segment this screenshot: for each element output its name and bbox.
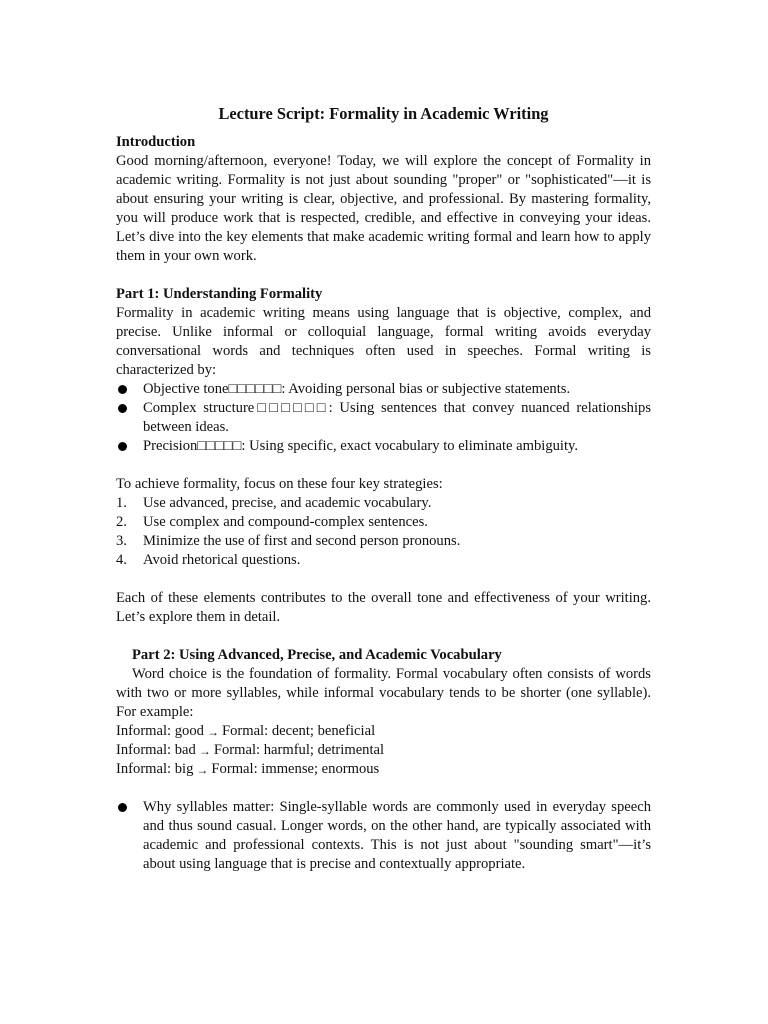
list-item: Precision□□□□□: Using specific, exact vocabulary to eliminate ambiguity.: [116, 437, 651, 456]
part1-closing: Each of these elements contributes to the overall tone and effectiveness of your writing. Let’s explore them in detail.: [116, 590, 651, 625]
part1-paragraph: Formality in academic writing means using language that is objective, complex, and precise. Unlike informal or colloquial language, formal writing avoids everyday conversational words and techniques often used in speeches. Formal writing is characterized by:: [116, 305, 651, 378]
spacer: [116, 266, 651, 285]
list-text: Use complex and compound-complex sentences.: [143, 514, 428, 530]
syllables-note-list: [116, 798, 651, 874]
vocab-example: [116, 722, 651, 741]
list-item: [116, 494, 651, 513]
part1-heading: Part 1: Understanding Formality: [116, 286, 323, 302]
formal-words: Formal: harmful; detrimental: [213, 742, 385, 758]
right-arrow-icon: →: [198, 744, 211, 758]
strategies-list: [116, 494, 651, 570]
informal-word: Informal: bad: [116, 742, 196, 758]
spacer: [116, 627, 651, 646]
spacer: [116, 779, 651, 798]
list-text: Minimize the use of first and second person pronouns.: [143, 533, 461, 549]
part2-paragraph: Word choice is the foundation of formality. Formal vocabulary often consists of words with two or more syllables, while informal vocabulary tends to be shorter (one syllable). For example:: [116, 666, 651, 720]
list-item: [116, 513, 651, 532]
part2-heading: Part 2: Using Advanced, Precise, and Academic Vocabulary: [132, 647, 502, 663]
informal-word: Informal: big: [116, 761, 194, 777]
formal-words: Formal: immense; enormous: [211, 761, 380, 777]
list-number: 1.: [116, 495, 127, 511]
formal-words: Formal: decent; beneficial: [221, 723, 376, 739]
right-arrow-icon: →: [206, 725, 219, 739]
list-item: Why syllables matter: Single-syllable words are commonly used in everyday speech and thus sound casual. Longer words, on the other hand, are typically associated with academic and professional contexts. This is not just about "sounding smart"—it’s about using language that is precise and contextually appropriate.: [116, 798, 651, 874]
right-arrow-icon: →: [196, 763, 209, 777]
list-text: Use advanced, precise, and academic vocabulary.: [143, 495, 432, 511]
document-title: Lecture Script: Formality in Academic Writing: [218, 104, 549, 123]
formality-characteristics-list: [116, 380, 651, 456]
intro-paragraph: Good morning/afternoon, everyone! Today, we will explore the concept of Formality in academic writing. Formality is not just about sounding "proper" or "sophisticated"—it is about ensuring your writing is clear, objective, and professional. By mastering formality, you will produce work that is respected, credible, and effective in conveying your ideas. Let’s dive into the key elements that make academic writing formal and learn how to apply them in your own work.: [116, 153, 651, 264]
intro-heading: Introduction: [116, 134, 196, 150]
list-item: [116, 551, 651, 570]
list-item: Complex structure□□□□□□: Using sentences that convey nuanced relationships between ideas.: [116, 399, 651, 437]
list-text: Avoid rhetorical questions.: [143, 552, 301, 568]
strategies-intro: To achieve formality, focus on these four key strategies:: [116, 476, 443, 492]
list-number: 3.: [116, 533, 127, 549]
informal-word: Informal: good: [116, 723, 204, 739]
list-number: 4.: [116, 552, 127, 568]
vocab-example: [116, 741, 651, 760]
list-number: 2.: [116, 514, 127, 530]
spacer: [116, 456, 651, 475]
vocab-example: [116, 760, 651, 779]
list-item: [116, 532, 651, 551]
spacer: [116, 570, 651, 589]
document-body: [116, 103, 651, 874]
list-item: Objective tone□□□□□□: Avoiding personal bias or subjective statements.: [116, 380, 651, 399]
